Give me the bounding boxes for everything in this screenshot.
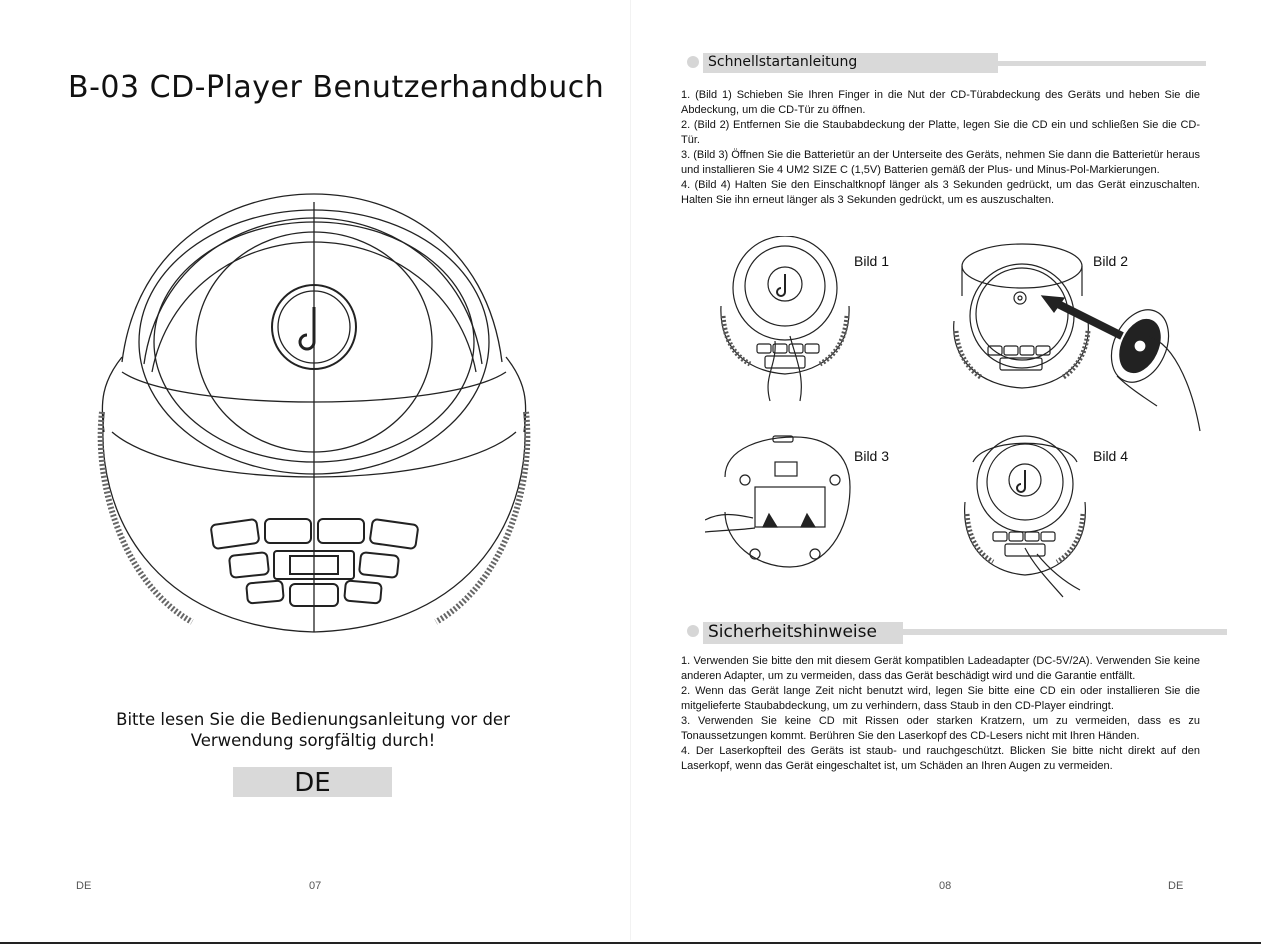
safety-item-4: 4. Der Laserkopfteil des Geräts ist staub- und rauchgeschützt. Blicken Sie bitte nicht direkt auf den Laserkopf, wenn das Gerät eingeschaltet ist, um Schäden an Ihren Augen zu vermeiden. [681, 745, 1200, 772]
bullet-dot [687, 56, 699, 68]
safety-heading: Sicherheitshinweise [708, 622, 877, 642]
step-1: 1. (Bild 1) Schieben Sie Ihren Finger in die Nut der CD-Türabdeckung des Geräts und heben Sie die Abdeckung, um die CD-Tür zu öffnen. [681, 89, 1200, 116]
language-badge: DE [233, 767, 392, 797]
heading-box [703, 53, 998, 73]
safety-item-3: 3. Verwenden Sie keine CD mit Rissen oder starken Kratzern, um zu vermeiden, dass es zu Tonaussetzungen kommt. Berühren Sie den Laserkopf des CD-Lesers nicht mit Ihren Händen. [681, 715, 1200, 742]
quickstart-steps [681, 88, 1200, 208]
heading-rule [903, 629, 1227, 635]
figure-4-label: Bild 4 [1093, 448, 1129, 464]
bullet-dot [687, 625, 699, 637]
right-page [630, 0, 1261, 946]
read-instructions-note [100, 709, 526, 751]
step-4: 4. (Bild 4) Halten Sie den Einschaltknopf länger als 3 Sekunden gedrückt, um das Gerät einzuschalten. Halten Sie ihn erneut länger als 3 Sekunden gedrückt, um es auszuschalten. [681, 179, 1200, 206]
step-2: 2. (Bild 2) Entfernen Sie die Staubabdeckung der Platte, legen Sie die CD ein und schließen Sie die CD-Tür. [681, 119, 1200, 146]
quickstart-heading: Schnellstartanleitung [708, 54, 858, 70]
left-page [0, 0, 630, 946]
step-3: 3. (Bild 3) Öffnen Sie die Batterietür an der Unterseite des Geräts, nehmen Sie dann die Batterietür heraus und installieren Sie 4 UM2 SIZE C (1,5V) Batterien gemäß der Plus- und Minus-Pol-Markierungen. [681, 149, 1200, 176]
page-number-left: 07 [309, 880, 322, 892]
note-line-2: Verwendung sorgfältig durch! [190, 731, 436, 750]
manual-title: B-03 CD-Player Benutzerhandbuch [68, 70, 605, 105]
safety-item-1: 1. Verwenden Sie bitte den mit diesem Gerät kompatiblen Ladeadapter (DC-5V/2A). Verwenden Sie keine anderen Adapter, um zu vermeiden, dass das Gerät beschädigt wird und die Garantie entfällt. [681, 655, 1200, 682]
figure-2-illustration [942, 236, 1204, 436]
note-line-1: Bitte lesen Sie die Bedienungsanleitung vor der [116, 710, 510, 729]
figure-1-label: Bild 1 [854, 253, 890, 269]
figure-4-illustration [955, 432, 1095, 604]
figure-3-illustration [705, 432, 855, 572]
safety-heading-bar [687, 622, 1227, 644]
figure-2-label: Bild 2 [1093, 253, 1129, 269]
figure-3-label: Bild 3 [854, 448, 890, 464]
heading-rule [998, 61, 1206, 66]
footer-language-left: DE [76, 880, 92, 892]
quickstart-heading-bar [687, 53, 1207, 73]
bottom-border [0, 942, 1261, 944]
safety-item-2: 2. Wenn das Gerät lange Zeit nicht benutzt wird, legen Sie bitte eine CD ein oder installieren Sie die mitgelieferte Staubabdeckung, um zu verhindern, dass Staub in den CD-Player eindringt. [681, 685, 1200, 712]
footer-language-right: DE [1168, 880, 1184, 892]
page-number-right: 08 [939, 880, 952, 892]
safety-items [681, 654, 1200, 774]
figure-1-illustration [715, 236, 855, 406]
heading-box [703, 622, 903, 644]
cd-player-illustration [82, 182, 542, 652]
